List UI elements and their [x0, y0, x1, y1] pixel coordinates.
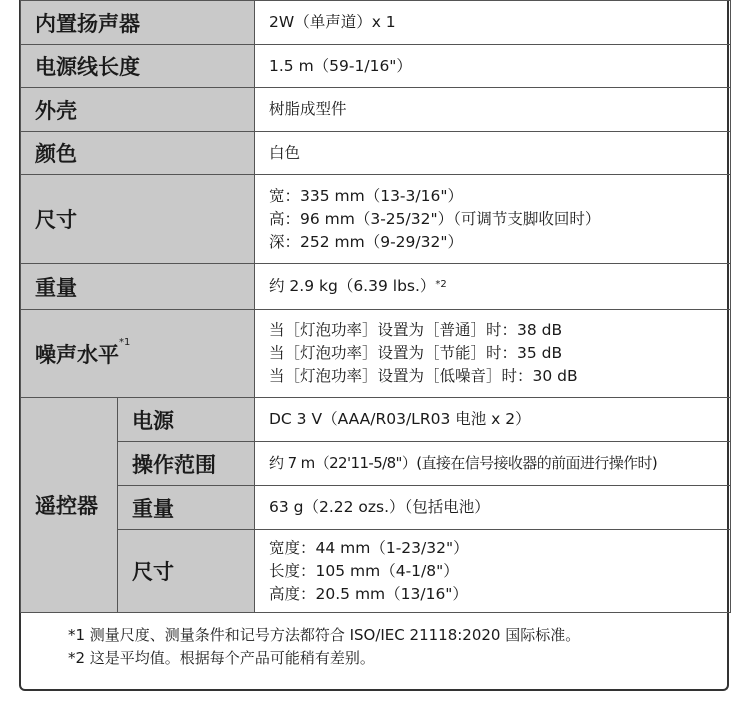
remote-size-height: 高度：20.5 mm（13/16"） [269, 584, 468, 603]
table-row [21, 1, 731, 45]
row-label-noise [21, 310, 255, 398]
table-row [21, 88, 731, 132]
footnote-ref-1: *1 [119, 336, 131, 348]
weight-value: 约 2.9 kg（6.39 lbs.） [269, 277, 436, 295]
table-row [21, 264, 731, 310]
row-value-size [255, 175, 731, 264]
remote-value-weight: 63 g（2.22 ozs.）（包括电池） [255, 486, 731, 530]
row-value-speaker: 2W（单声道）x 1 [255, 1, 731, 45]
table-row [21, 132, 731, 175]
noise-label: 噪声水平 [35, 342, 119, 367]
remote-size-length: 长度：105 mm（4-1/8"） [269, 561, 459, 580]
table-row [21, 45, 731, 88]
remote-value-power: DC 3 V（AAA/R03/LR03 电池 x 2） [255, 398, 731, 442]
noise-normal: 当［灯泡功率］设置为［普通］时：38 dB [269, 321, 563, 339]
noise-low: 当［灯泡功率］设置为［低噪音］时：30 dB [269, 367, 578, 385]
table-row [21, 486, 731, 530]
row-label-remote: 遥控器 [21, 398, 118, 613]
footnote-1: *1 测量尺度、测量条件和记号方法都符合 ISO/IEC 21118:2020 国际标准。 [68, 626, 581, 644]
row-value-cord: 1.5 m（59-1/16"） [255, 45, 731, 88]
footnote-2: *2 这是平均值。根据每个产品可能稍有差别。 [68, 649, 375, 667]
row-label-size: 尺寸 [21, 175, 255, 264]
table-row [21, 310, 731, 398]
size-width: 宽：335 mm（13-3/16"） [269, 186, 463, 205]
row-value-housing: 树脂成型件 [255, 88, 731, 132]
noise-eco: 当［灯泡功率］设置为［节能］时：35 dB [269, 344, 563, 362]
row-value-color: 白色 [255, 132, 731, 175]
row-label-cord: 电源线长度 [21, 45, 255, 88]
footnotes [68, 624, 580, 670]
row-label-color: 颜色 [21, 132, 255, 175]
spec-table [20, 0, 731, 613]
row-label-weight: 重量 [21, 264, 255, 310]
remote-label-range: 操作范围 [118, 442, 255, 486]
row-label-housing: 外壳 [21, 88, 255, 132]
remote-size-width: 宽度：44 mm（1-23/32"） [269, 538, 469, 557]
size-height: 高：96 mm（3-25/32"）（可调节支脚收回时） [269, 209, 601, 228]
remote-label-weight: 重量 [118, 486, 255, 530]
remote-value-range: 约 7 m（22'11-5/8"）(直接在信号接收器的前面进行操作时) [255, 442, 731, 486]
footnote-ref-2: *2 [435, 279, 447, 290]
row-label-speaker: 内置扬声器 [21, 1, 255, 45]
table-row [21, 530, 731, 613]
table-row [21, 175, 731, 264]
remote-value-size [255, 530, 731, 613]
row-value-noise [255, 310, 731, 398]
remote-label-power: 电源 [118, 398, 255, 442]
size-depth: 深：252 mm（9-29/32"） [269, 232, 463, 251]
table-row [21, 398, 731, 442]
row-value-weight [255, 264, 731, 310]
remote-label-size: 尺寸 [118, 530, 255, 613]
table-row [21, 442, 731, 486]
